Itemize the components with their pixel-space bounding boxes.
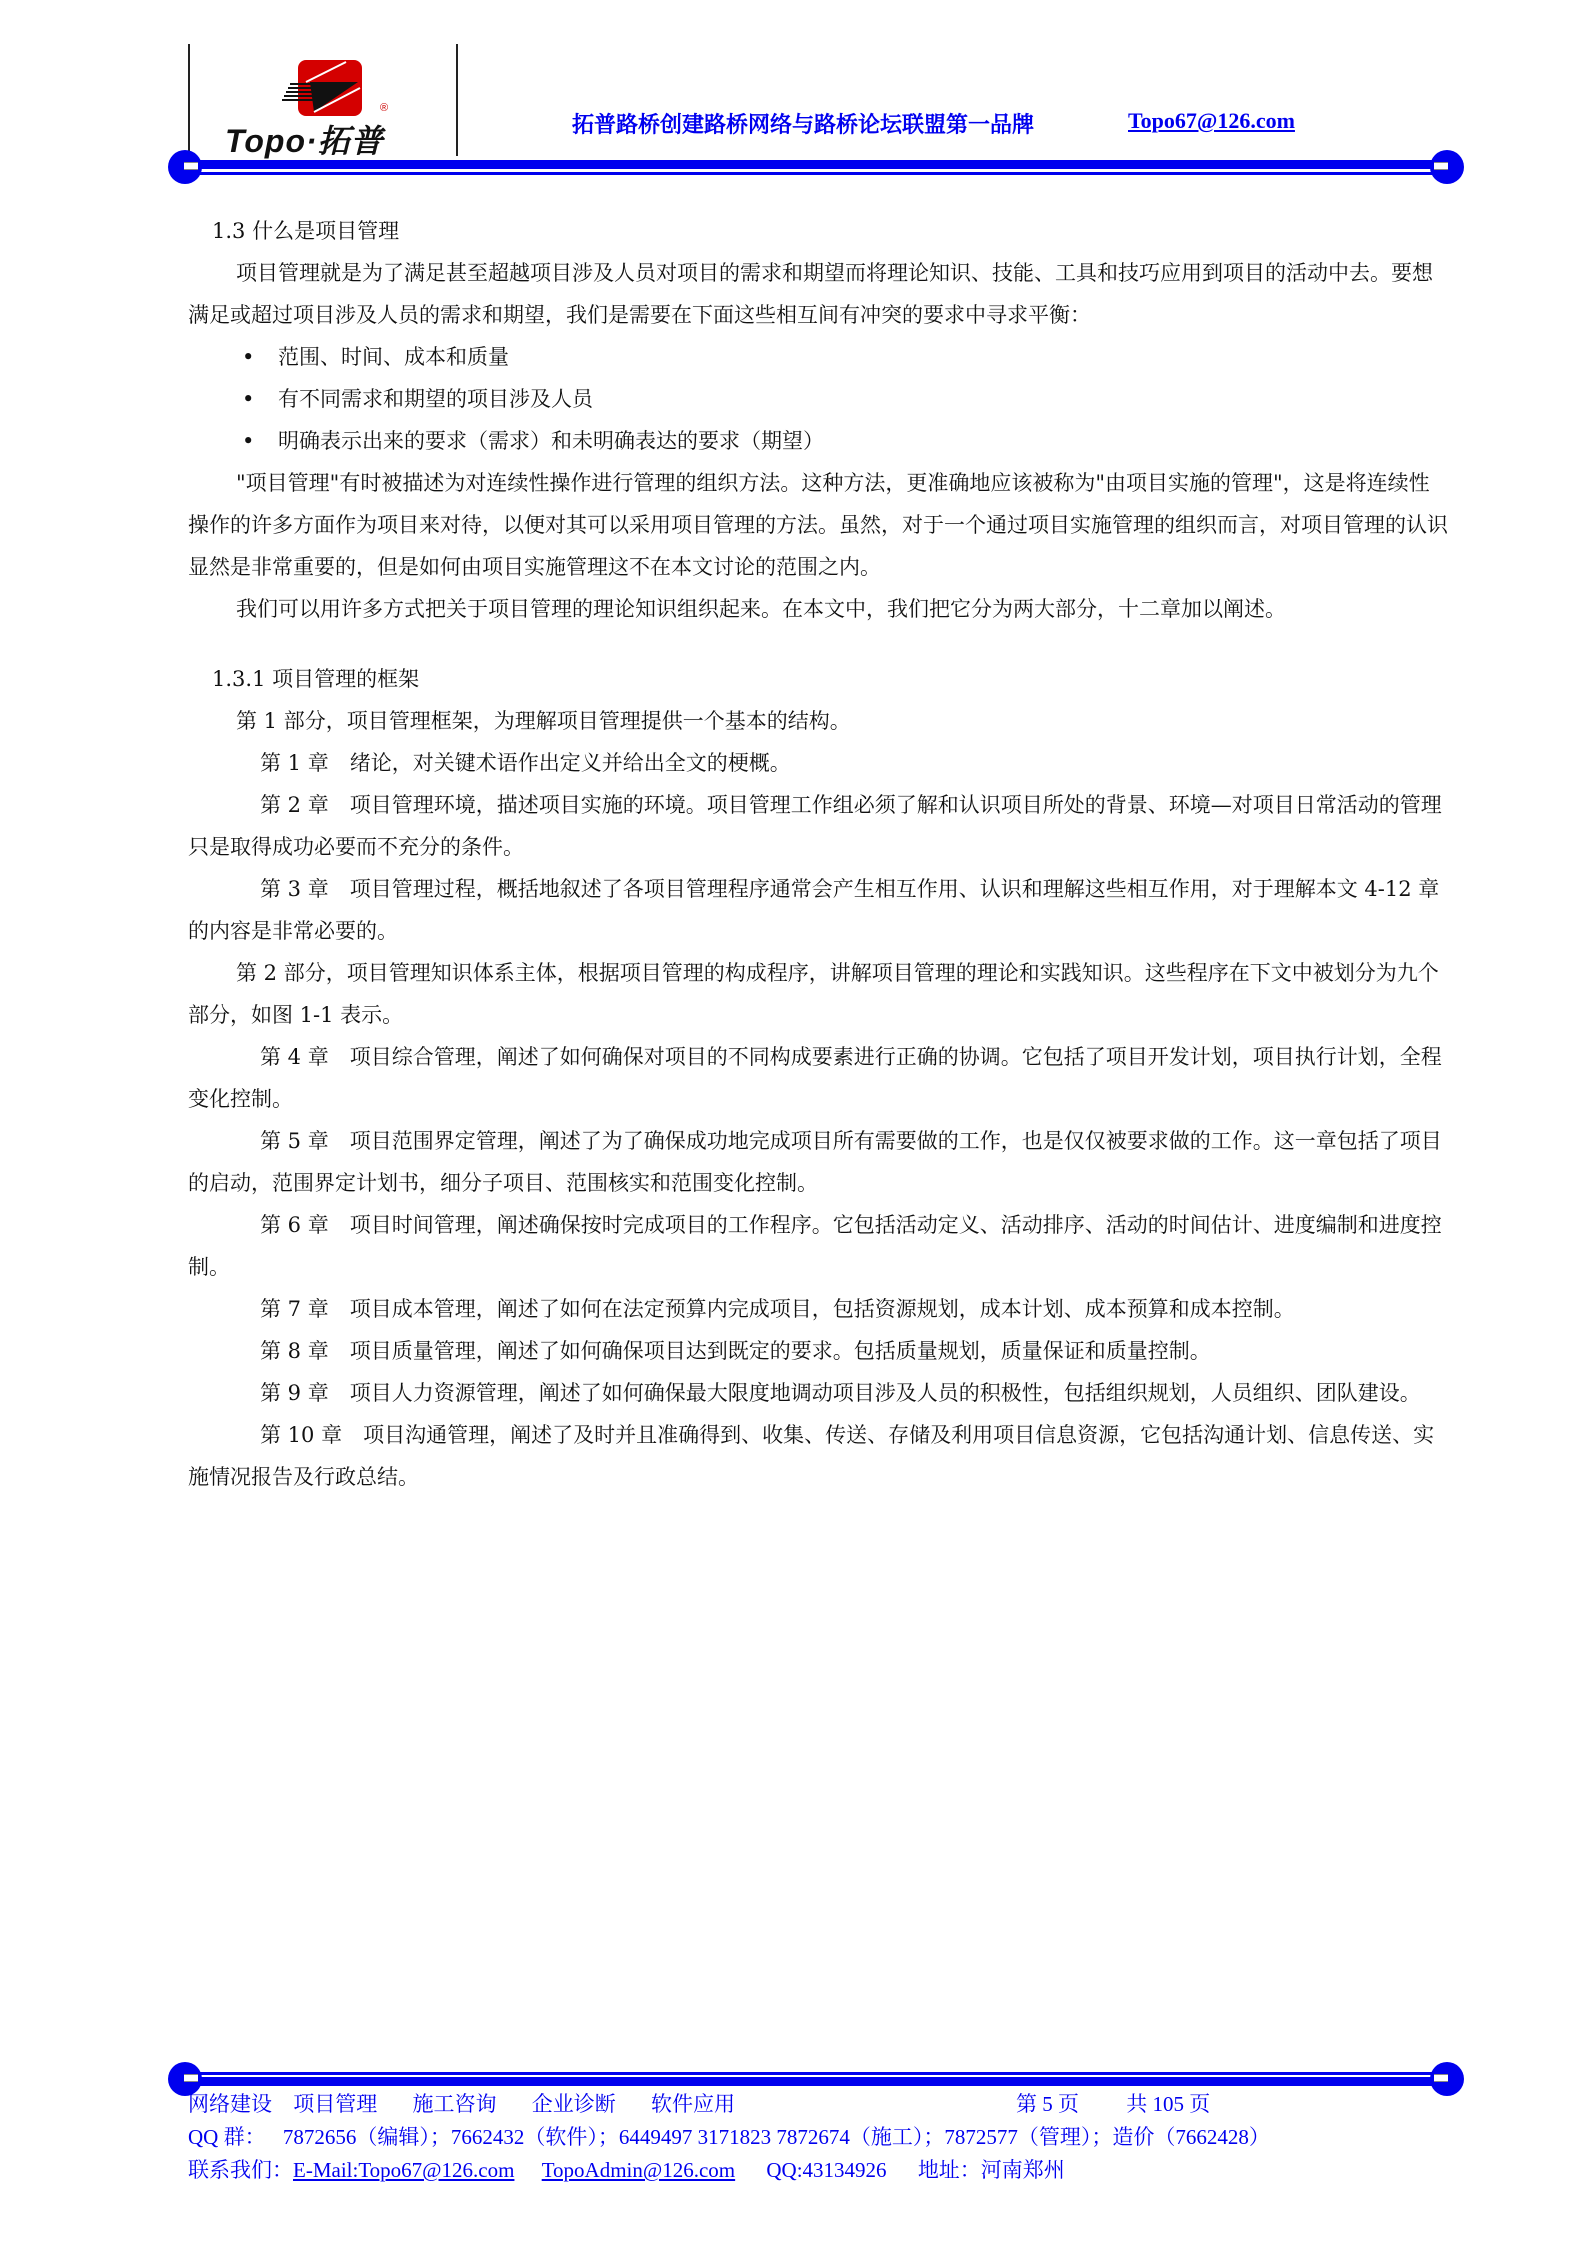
paragraph: 项目管理就是为了满足甚至超越项目涉及人员对项目的需求和期望而将理论知识、技能、工具和技巧应用到项目的活动中去。要想满足或超过项目涉及人员的需求和期望，我们是需要在下面这些相互间有冲突的要求中寻求平衡： xyxy=(188,261,1433,327)
bullet-icon: • xyxy=(242,429,255,453)
chapter-paragraph: 第 7 章 项目成本管理，阐述了如何在法定预算内完成项目，包括资源规划，成本计划、成本预算和成本控制。 xyxy=(260,1297,1295,1321)
footer-link-software[interactable]: 软件应用 xyxy=(651,2092,735,2116)
chapter-paragraph: 第 3 章 项目管理过程，概括地叙述了各项目管理程序通常会产生相互作用、认识和理解这些相互作用，对于理解本文 4-12 章的内容是非常必要的。 xyxy=(188,877,1440,943)
topo-logo-icon xyxy=(280,60,362,116)
footer-contact xyxy=(188,2154,1270,2187)
part-paragraph: 第 2 部分，项目管理知识体系主体，根据项目管理的构成程序，讲解项目管理的理论和实践知识。这些程序在下文中被划分为九个部分，如图 1-1 表示。 xyxy=(188,961,1439,1027)
chapter-paragraph: 第 8 章 项目质量管理，阐述了如何确保项目达到既定的要求。包括质量规划，质量保证和质量控制。 xyxy=(260,1339,1211,1363)
paragraph: 我们可以用许多方式把关于项目管理的理论知识组织起来。在本文中，我们把它分为两大部分，十二章加以阐述。 xyxy=(236,597,1286,621)
contact-address: 地址：河南郑州 xyxy=(917,2158,1065,2182)
page-current: 第 5 页 xyxy=(1016,2092,1079,2116)
registered-mark: ® xyxy=(380,102,389,114)
footer-link-project[interactable]: 项目管理 xyxy=(293,2092,378,2116)
header-title: 拓普路桥创建路桥网络与路桥论坛联盟第一品牌 xyxy=(572,112,1035,137)
chapter-paragraph: 第 5 章 项目范围界定管理，阐述了为了确保成功地完成项目所有需要做的工作，也是仅仅被要求做的工作。这一章包括了项目的启动，范围界定计划书，细分子项目、范围核实和范围变化控制。 xyxy=(188,1129,1442,1195)
footer xyxy=(188,2088,1270,2187)
rule-cap-right-icon xyxy=(1430,150,1464,184)
qq-label: QQ 群： xyxy=(188,2125,266,2149)
section-heading: 1.3 什么是项目管理 xyxy=(212,219,400,243)
footer-link-construction[interactable]: 施工咨询 xyxy=(412,2092,497,2116)
chapter-paragraph: 第 1 章 绪论，对关键术语作出定义并给出全文的梗概。 xyxy=(260,751,791,775)
paragraph: "项目管理"有时被描述为对连续性操作进行管理的组织方法。这种方法，更准确地应该被称为"由项目实施的管理"，这是将连续性操作的许多方面作为项目来对待，以便对其可以采用项目管理的方法。虽然，对于一个通过项目实施管理的组织而言，对项目管理的认识显然是非常重要的，但是如何由项目实施管理这不在本文讨论的范围之内。 xyxy=(188,471,1448,579)
footer-link-diagnosis[interactable]: 企业诊断 xyxy=(531,2092,616,2116)
chapter-paragraph: 第 4 章 项目综合管理，阐述了如何确保对项目的不同构成要素进行正确的协调。它包括了项目开发计划，项目执行计划，全程变化控制。 xyxy=(188,1045,1442,1111)
header-logo-box xyxy=(188,44,458,159)
bullet-item: • 有不同需求和期望的项目涉及人员 xyxy=(188,378,1448,420)
footer-qq-groups xyxy=(188,2121,1270,2154)
page-total: 共 105 页 xyxy=(1126,2092,1211,2116)
rule-cap-right-icon xyxy=(1430,2062,1464,2096)
part-paragraph: 第 1 部分，项目管理框架，为理解项目管理提供一个基本的结构。 xyxy=(236,709,851,733)
chapter-paragraph: 第 6 章 项目时间管理，阐述确保按时完成项目的工作程序。它包括活动定义、活动排序、活动的时间估计、进度编制和进度控制。 xyxy=(188,1213,1442,1279)
logo-text: Topo·拓普 xyxy=(225,123,384,159)
email-link-topo67[interactable]: E-Mail:Topo67@126.com xyxy=(293,2158,515,2182)
bullet-item: • 明确表示出来的要求（需求）和未明确表达的要求（期望） xyxy=(188,420,1448,462)
bullet-item: • 范围、时间、成本和质量 xyxy=(188,336,1448,378)
contact-qq: QQ:43134926 xyxy=(766,2158,887,2182)
chapter-paragraph: 第 2 章 项目管理环境，描述项目实施的环境。项目管理工作组必须了解和认识项目所处的背景、环境—对项目日常活动的管理只是取得成功必要而不充分的条件。 xyxy=(188,793,1442,859)
email-link-topoadmin[interactable]: TopoAdmin@126.com xyxy=(541,2158,736,2182)
header-email-link[interactable]: Topo67@126.com xyxy=(1128,108,1295,133)
bullet-icon: • xyxy=(242,387,255,411)
bullet-icon: • xyxy=(242,345,255,369)
qq-groups: 7872656（编辑）；7662432（软件）；6449497 3171823 7872674（施工）；7872577（管理）；造价（7662428） xyxy=(282,2125,1270,2149)
subsection-heading: 1.3.1 项目管理的框架 xyxy=(212,667,420,691)
rule-cap-left-icon xyxy=(168,150,202,184)
footer-nav xyxy=(188,2088,1270,2121)
chapter-paragraph: 第 10 章 项目沟通管理，阐述了及时并且准确得到、收集、传送、存储及利用项目信息资源，它包括沟通计划、信息传送、实施情况报告及行政总结。 xyxy=(188,1423,1435,1489)
page-indicator xyxy=(1016,2088,1210,2121)
document-body xyxy=(188,210,1448,1498)
chapter-paragraph: 第 9 章 项目人力资源管理，阐述了如何确保最大限度地调动项目涉及人员的积极性，包括组织规划，人员组织、团队建设。 xyxy=(260,1381,1421,1405)
contact-label: 联系我们： xyxy=(188,2158,293,2182)
footer-link-network[interactable]: 网络建设 xyxy=(188,2092,272,2116)
